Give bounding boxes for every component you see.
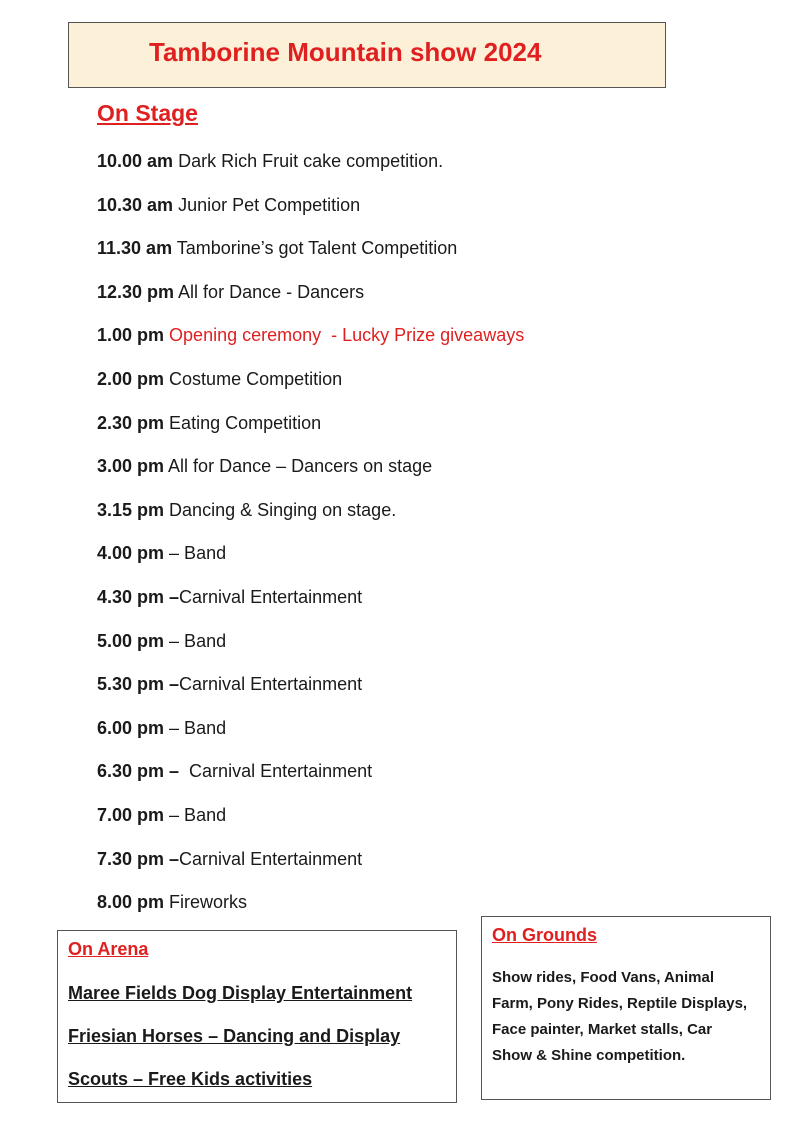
schedule-time: 5.30 pm –: [97, 674, 180, 695]
schedule-item: [97, 234, 524, 278]
arena-item: Scouts – Free Kids activities: [68, 1069, 313, 1089]
on-grounds-heading: On Grounds: [492, 925, 597, 945]
schedule-item: [97, 801, 524, 845]
on-grounds-box: [481, 916, 771, 1100]
schedule-time: 6.00 pm: [97, 717, 165, 738]
schedule-item: [97, 365, 524, 409]
schedule-item: [97, 845, 524, 889]
schedule-event: – Band: [164, 804, 227, 825]
schedule-time: 7.30 pm –: [97, 848, 180, 869]
schedule-time: 8.00 pm: [97, 892, 165, 913]
stage-schedule: [97, 147, 524, 932]
schedule-event: – Band: [164, 630, 227, 651]
schedule-event: – Band: [164, 543, 227, 564]
schedule-item: [97, 583, 524, 627]
arena-item: Maree Fields Dog Display Entertainment: [68, 983, 413, 1003]
schedule-time: 12.30 pm: [97, 281, 175, 302]
schedule-time: 10.00 am: [97, 151, 174, 171]
on-arena-box: [57, 930, 457, 1103]
arena-item: Friesian Horses – Dancing and Display: [68, 1026, 401, 1046]
title-banner: [68, 22, 666, 88]
schedule-event: Dark Rich Fruit cake competition.: [173, 151, 444, 171]
schedule-time: 5.00 pm: [97, 630, 165, 651]
schedule-event: Tamborine’s got Talent Competition: [172, 238, 458, 259]
schedule-time: 11.30 am: [97, 238, 173, 259]
schedule-event: Fireworks: [164, 892, 248, 913]
schedule-item: [97, 627, 524, 671]
schedule-item: [97, 670, 524, 714]
schedule-time: 7.00 pm: [97, 804, 165, 825]
schedule-event: All for Dance - Dancers: [174, 281, 365, 302]
schedule-time: 6.30 pm –: [97, 761, 180, 782]
schedule-event: All for Dance – Dancers on stage: [164, 456, 433, 477]
schedule-time: 3.00 pm: [97, 456, 165, 477]
schedule-time: 2.30 pm: [97, 412, 165, 433]
schedule-time: 4.30 pm –: [97, 586, 180, 607]
schedule-event: Carnival Entertainment: [179, 586, 363, 607]
schedule-time: 3.15 pm: [97, 499, 165, 520]
schedule-item: [97, 888, 524, 932]
schedule-time: 1.00 pm: [97, 325, 165, 346]
schedule-item: [97, 539, 524, 583]
schedule-item: [97, 496, 524, 540]
on-grounds-description: Show rides, Food Vans, Animal Farm, Pony Rides, Reptile Displays, Face painter, Market stalls, Car Show & Shine competition.: [492, 969, 748, 1064]
schedule-event: Junior Pet Competition: [173, 194, 361, 215]
schedule-event: Dancing & Singing on stage.: [164, 499, 397, 520]
schedule-item: [97, 757, 524, 801]
schedule-item: [97, 191, 524, 235]
on-arena-heading: On Arena: [68, 939, 149, 959]
schedule-item: [97, 278, 524, 322]
schedule-item: [97, 409, 524, 453]
schedule-event: Eating Competition: [164, 412, 322, 433]
schedule-time: 10.30 am: [97, 194, 174, 215]
schedule-event: Carnival Entertainment: [179, 674, 363, 695]
schedule-event: Carnival Entertainment: [179, 761, 373, 782]
on-stage-heading: On Stage: [97, 100, 198, 126]
schedule-item: [97, 321, 524, 365]
schedule-event: Opening ceremony - Lucky Prize giveaways: [164, 325, 525, 346]
schedule-event: Carnival Entertainment: [179, 848, 363, 869]
schedule-item: [97, 147, 524, 191]
schedule-time: 4.00 pm: [97, 543, 165, 564]
schedule-event: – Band: [164, 717, 227, 738]
schedule-event: Costume Competition: [164, 368, 343, 389]
schedule-item: [97, 452, 524, 496]
schedule-item: [97, 714, 524, 758]
schedule-time: 2.00 pm: [97, 368, 165, 389]
page-title: Tamborine Mountain show 2024: [149, 37, 542, 67]
arena-items-list: [68, 981, 412, 1110]
